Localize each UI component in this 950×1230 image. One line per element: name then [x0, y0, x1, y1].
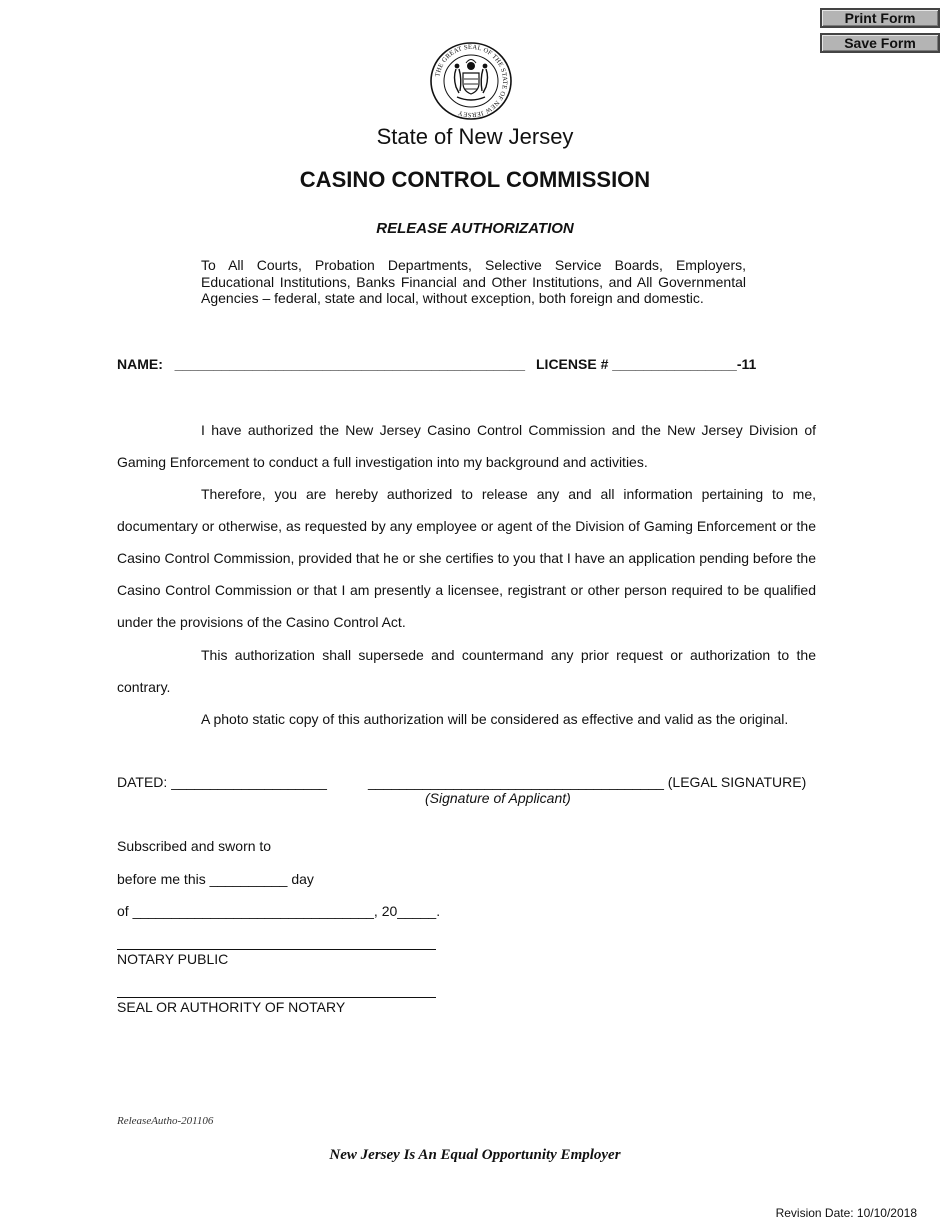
signature-caption: (Signature of Applicant): [425, 790, 571, 806]
body-paragraph-1: I have authorized the New Jersey Casino Control Commission and the New Jersey Division of Gaming Enforcement to conduct a full investigation into my background and activities.: [117, 422, 816, 470]
notary-public-label: NOTARY PUBLIC: [117, 951, 229, 967]
form-title: RELEASE AUTHORIZATION: [376, 220, 574, 237]
state-name: State of New Jersey: [376, 124, 574, 149]
body-paragraph-4: A photo static copy of this authorization will be considered as effective and valid as the original.: [201, 711, 789, 727]
state-seal: [429, 41, 513, 121]
seal-icon: [429, 41, 513, 121]
agency-name: CASINO CONTROL COMMISSION: [299, 167, 651, 192]
notary-seal-label: SEAL OR AUTHORITY OF NOTARY: [117, 999, 346, 1015]
print-form-button[interactable]: Print Form: [820, 8, 940, 28]
body-paragraph-3: This authorization shall supersede and countermand any prior request or authorization to the contrary.: [117, 647, 816, 695]
equal-opportunity-tagline: New Jersey Is An Equal Opportunity Employer: [329, 1147, 621, 1163]
license-field[interactable]: ________________: [612, 356, 737, 372]
save-form-button[interactable]: Save Form: [820, 33, 940, 53]
license-row: [536, 356, 756, 372]
body-paragraph-2: Therefore, you are hereby authorized to release any and all information pertaining to me, documentary or otherwise, as requested by any employee or agent of the Division of Gaming Enforcement or the Casino Control Commission, provided that he or she certifies to you that I have an application pending before the Casino Control Commission or that I am presently a licensee, registrant or other person required to be qualified under the provisions of the Casino Control Act.: [117, 486, 816, 630]
license-suffix: -11: [736, 356, 757, 372]
notary-line-2[interactable]: before me this __________ day: [117, 871, 314, 887]
revision-date: Revision Date: 10/10/2018: [775, 1206, 917, 1220]
notary-line-3[interactable]: of _______________________________, 20_____.: [117, 903, 441, 919]
name-field[interactable]: _____________________________________________: [174, 356, 526, 372]
notary-line-1: Subscribed and sworn to: [117, 838, 272, 854]
name-row: [117, 356, 525, 372]
dated-field[interactable]: DATED: ____________________: [117, 774, 327, 790]
license-label: LICENSE #: [536, 356, 609, 372]
legal-signature-field[interactable]: ______________________________________ (LEGAL SIGNATURE): [368, 774, 807, 790]
form-code: ReleaseAutho-201106: [117, 1115, 214, 1127]
intro-paragraph: To All Courts, Probation Departments, Selective Service Boards, Employers, Educational Institutions, Banks Financial and Other Institutions, and All Governmental Agencies – federal, state and local, without exception, both foreign and domestic.: [201, 257, 746, 306]
name-label: NAME:: [117, 356, 163, 372]
notary-signature-line[interactable]: [117, 949, 436, 950]
svg-text:THE GREAT SEAL OF THE STATE OF: THE GREAT SEAL OF THE STATE OF NEW JERSEY: [434, 43, 509, 119]
notary-seal-line[interactable]: [117, 997, 436, 998]
